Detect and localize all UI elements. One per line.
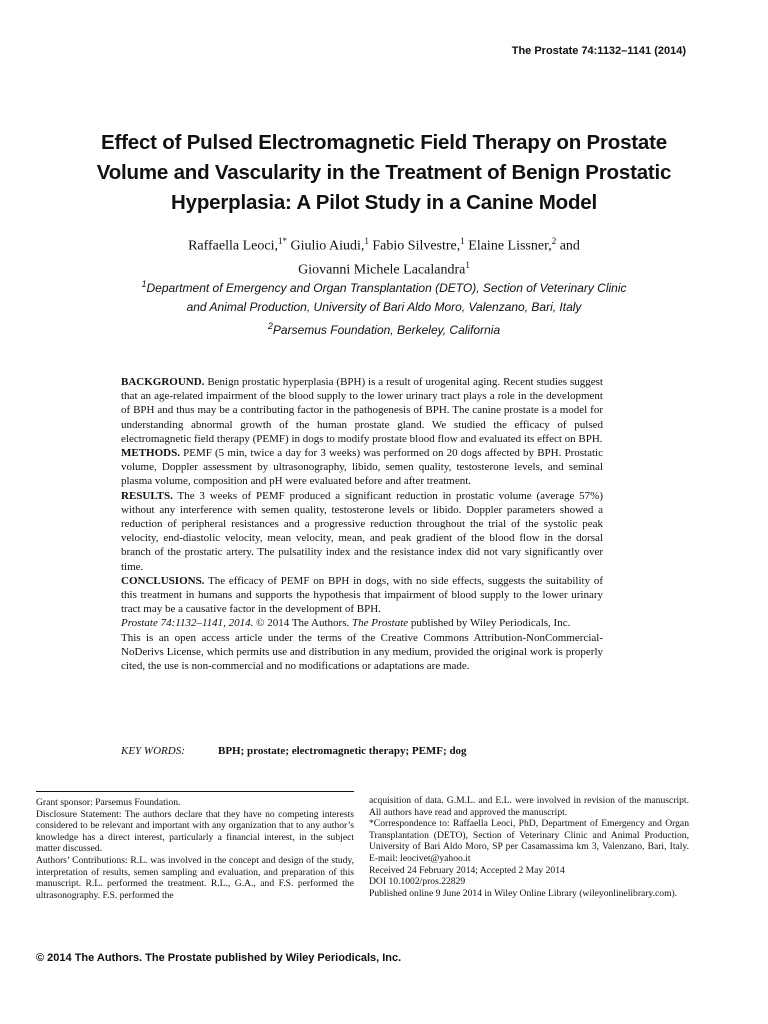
- affiliation-line: [60, 317, 708, 340]
- footnote-divider: [36, 791, 354, 792]
- section-text: PEMF (5 min, twice a day for 3 weeks) was performed on 20 dogs affected by BPH. Prostatic volume, Doppler assessment by ultrasonography, libido, semen quality, testosterone levels, and seminal plasma volume, composition and pH were evaluated before and after treatment.: [121, 447, 603, 488]
- affiliation-line: [60, 298, 708, 317]
- section-label: METHODS.: [121, 447, 180, 460]
- license-text: This is an open access article under the terms of the Creative Commons Attribution-NonCommercial-NoDerivs License, which permits use and distribution in any medium, provided the original work is properly cited, the use is non-commercial and no modifications or adaptations are made.: [121, 631, 603, 673]
- author-name: Elaine Lissner,: [464, 238, 552, 254]
- keywords: [121, 745, 603, 757]
- author-affil-sup: 1: [465, 259, 470, 270]
- abstract-methods: [121, 446, 603, 489]
- author-name: Raffaella Leoci,: [188, 238, 278, 254]
- title-line: Volume and Vascularity in the Treatment of Benign Prostatic: [96, 161, 672, 184]
- abstract-background: [121, 375, 603, 446]
- footnote-grant: Grant sponsor: Parsemus Foundation.: [36, 797, 181, 808]
- affiliations: [60, 275, 708, 340]
- footnote-published: Published online 9 June 2014 in Wiley Online Library (wileyonlinelibrary.com).: [369, 887, 678, 899]
- author-affil-sup: 1: [460, 236, 465, 246]
- paper-title: [30, 128, 738, 218]
- footnote-contributions: Authors’ Contributions: R.L. was involved in the concept and design of the study, interpretation of results, semen sampling and evaluation, and preparation of this manuscript. R.L. performed the treatment. R.L., G.A., and F.S. performed the ultrasonography. F.S. performed the: [36, 854, 354, 901]
- corresponding-mark: *: [282, 236, 287, 246]
- section-label: RESULTS.: [121, 489, 173, 502]
- footnote-disclosure: Disclosure Statement: The authors declare that they have no competing interests considered to be relevant and important with any organization that to any author’s knowledge has a direct interest, particularly a financial interest, in the subject matter discussed.: [36, 808, 354, 855]
- copyright-text: published by Wiley Periodicals, Inc.: [408, 617, 571, 630]
- citation: Prostate 74:1132–1141, 2014.: [121, 617, 254, 630]
- footnote-correspondence: *Correspondence to: Raffaella Leoci, PhD, Department of Emergency and Organ Transplantation (DETO), Section of Veterinary Clinic and Animal Production, University of Bari Aldo Moro, SP per Casamassima km 3, Valenzano, Bari, Italy. E-mail: leocivet@yahoo.it: [369, 818, 689, 864]
- affiliation-text: Department of Emergency and Organ Transplantation (DETO), Section of Veterinary Clinic: [146, 281, 627, 295]
- author-affil-sup: 1: [364, 236, 369, 246]
- affil-sup: 2: [267, 321, 273, 331]
- title-line: Effect of Pulsed Electromagnetic Field Therapy on Prostate: [101, 131, 667, 154]
- title-line: Hyperplasia: A Pilot Study in a Canine Model: [171, 191, 597, 214]
- copyright-text: © 2014 The Authors.: [253, 617, 353, 630]
- footnote-doi: DOI 10.1002/pros.22829: [369, 876, 466, 888]
- author-name: Fabio Silvestre,: [368, 238, 461, 254]
- footnote-received: Received 24 February 2014; Accepted 2 May 2014: [369, 864, 565, 876]
- footnote-contributions-cont: acquisition of data. G.M.L. and E.L. were involved in revision of the manuscript. All authors have read and approved the manuscript.: [369, 795, 689, 818]
- affiliation-line: [60, 275, 708, 298]
- affil-sup: 1: [141, 279, 147, 289]
- section-label: CONCLUSIONS.: [121, 574, 205, 587]
- keywords-text: BPH; prostate; electromagnetic therapy; PEMF; dog: [218, 745, 467, 757]
- author-affil-sup: 1: [277, 236, 283, 246]
- footnotes-left-column: [36, 797, 354, 901]
- author-line: [60, 232, 708, 256]
- abstract-results: [121, 489, 603, 574]
- journal-reference: The Prostate 74:1132–1141 (2014): [511, 45, 686, 57]
- footnotes-right-column: [369, 795, 689, 899]
- author-name: Giovanni Michele Lacalandra: [298, 262, 466, 278]
- journal-name: The Prostate: [352, 617, 409, 630]
- section-label: BACKGROUND.: [121, 376, 205, 388]
- abstract: [121, 375, 603, 673]
- section-text: The efficacy of PEMF on BPH in dogs, with no side effects, suggests the suitability of this treatment in humans and supports the hypothesis that impairment of blood supply to the lower urinary tract may be a causative factor in the development of BPH.: [121, 574, 603, 616]
- author-name: Giulio Aiudi,: [286, 238, 365, 254]
- affiliation-text: and Animal Production, University of Bari Aldo Moro, Valenzano, Bari, Italy: [186, 300, 582, 314]
- abstract-conclusions: [121, 574, 603, 631]
- page-footer-copyright: © 2014 The Authors. The Prostate published by Wiley Periodicals, Inc.: [36, 952, 402, 964]
- author-list: [60, 232, 708, 279]
- keywords-label: KEY WORDS:: [121, 745, 185, 757]
- affiliation-text: Parsemus Foundation, Berkeley, California: [272, 323, 501, 337]
- author-conjunction: and: [556, 238, 580, 254]
- section-text: The 3 weeks of PEMF produced a significant reduction in prostatic volume (average 57%) without any interference with semen quality, testosterone levels or libido. Doppler parameters showed a reduction of peripheral resistances and a progressive reduction throughout the trial of the systolic peak velocity, end-diastolic velocity, mean velocity, mean, and peak gradient of the blood flow in the dorsal branch of the prostatic artery. The pulsatility index and the resistance index did not vary significantly over time.: [121, 489, 603, 573]
- author-affil-sup: 2: [551, 236, 557, 246]
- section-text: Benign prostatic hyperplasia (BPH) is a result of urogenital aging. Recent studies suggest that an age-related impairment of the blood supply to the lower urinary tract plays a role in the development of BPH and thus may be a contributing factor in the pathogenesis of BPH. The canine prostate is a model for understanding abnormal growth of the human prostate gland. We studied the efficacy of pulsed electromagnetic field therapy (PEMF) in dogs to modify prostate blood flow and evaluated its effect on BPH.: [121, 376, 603, 445]
